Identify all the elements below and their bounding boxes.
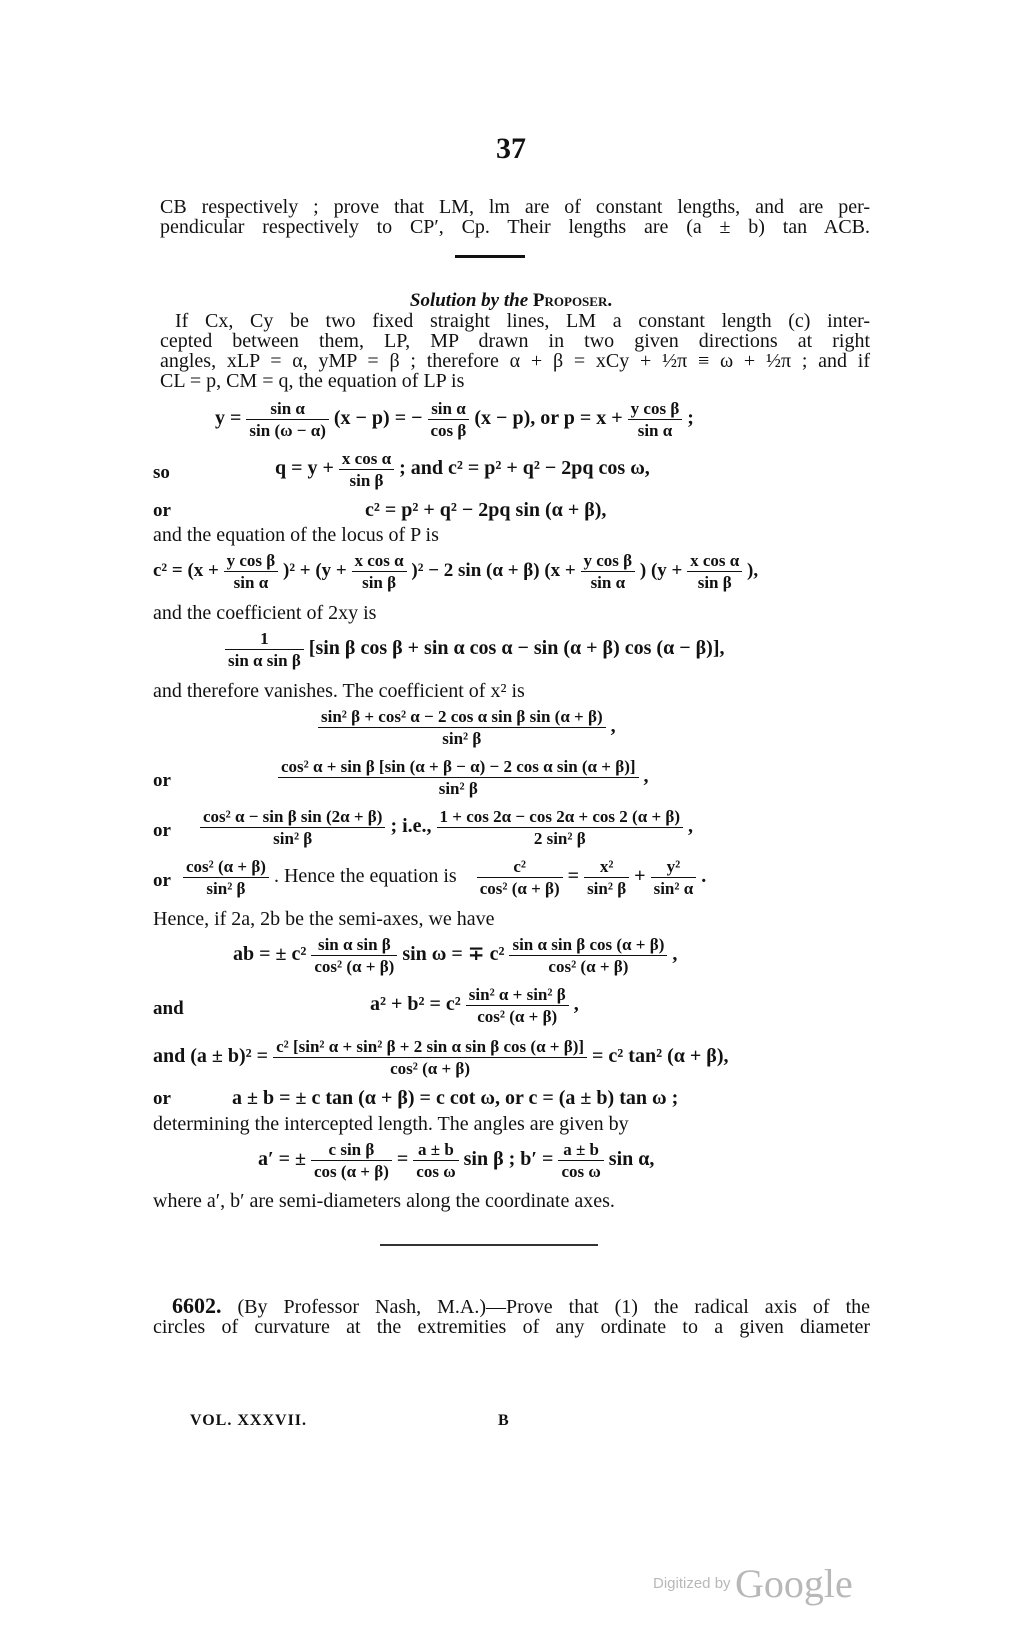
watermark-brand: Google bbox=[735, 1561, 853, 1606]
equation-ellipse: $\frac{\text{cos² (α + β)}}{\text{sin² β}}$ . Hence the equation is $\frac{\text{c²}}{\text{cos² (α + β)}}$ = $\frac{\text{x²}}{\text{sin² β}}$ + $\frac{\text{y²}}{\text{sin² α}}$ . bbox=[183, 856, 706, 899]
eq2-word: so bbox=[153, 462, 170, 483]
solution-header bbox=[0, 290, 1022, 312]
eq9-fraction-4: $\frac{\text{y²}}{\text{sin² α}}$ bbox=[651, 856, 697, 899]
eq12-fraction: $\frac{\text{c² [sin² α + sin² β + 2 sin α sin β cos (α + β)]}}{\text{cos² (α + β)}}$ bbox=[273, 1036, 587, 1079]
text-locus: and the equation of the locus of P is bbox=[153, 524, 439, 546]
section-rule bbox=[455, 255, 525, 258]
eq1-mid: (x − p) = − bbox=[333, 407, 423, 430]
paragraph-line-1: If Cx, Cy be two fixed straight lines, LM a constant length (c) inter- bbox=[175, 310, 870, 332]
eq9-fraction-1: $\frac{\text{cos² (α + β)}}{\text{sin² β}}$ bbox=[183, 856, 269, 899]
eq2-fraction: $\frac{\text{x cos α}}{\text{sin β}}$ bbox=[339, 448, 394, 491]
equation-semi-diameters: a′ = ± $\frac{\text{c sin β}}{\cos (\alpha + \beta)}$ = $\frac{a \pm b}{\text{cos ω}}$ sin β ; b′ = $\frac{a \pm b}{\text{cos ω}}$ sin α, bbox=[258, 1140, 655, 1181]
equation-sum-squares: a² + b² = c² $\frac{\text{sin² α + sin² β}}{\text{cos² (α + β)}}$ , bbox=[370, 985, 579, 1026]
equation-q: q = y + $\frac{\text{x cos α}}{\text{sin β}}$ ; and c² = p² + q² − 2pq cos ω, bbox=[275, 449, 650, 490]
problem-line-1 bbox=[172, 1295, 870, 1318]
eq8-word: or bbox=[153, 820, 171, 841]
paragraph-line-4: CL = p, CM = q, the equation of LP is bbox=[160, 370, 465, 392]
problem-line-1-text: (By Professor Nash, M.A.)—Prove that (1) the radical axis of the bbox=[237, 1296, 871, 1318]
eq9-fraction-2: $\frac{\text{c²}}{\text{cos² (α + β)}}$ bbox=[477, 856, 563, 899]
intro-line-1: CB respectively ; prove that LM, lm are of constant lengths, and are per- bbox=[160, 196, 870, 218]
footer-volume: VOL. XXXVII. bbox=[190, 1412, 308, 1429]
equation-coefficient-x2-simplified: $\frac{\text{cos² α − sin β sin (2α + β)}}{\text{sin² β}}$ ; i.e., $\frac{1 + \cos 2\alpha - \cos 2\alpha + \cos 2 (\alpha + \beta)}{\text{2 sin² β}}$ , bbox=[200, 806, 693, 849]
eq8-fraction-2: $\frac{1 + \cos 2\alpha - \cos 2\alpha + \cos 2 (\alpha + \beta)}{\text{2 sin² β}}$ bbox=[437, 806, 683, 849]
eq14-fraction-3: $\frac{a \pm b}{\text{cos ω}}$ bbox=[558, 1139, 603, 1182]
eq9-fraction-3: $\frac{\text{x²}}{\text{sin² β}}$ bbox=[584, 856, 629, 899]
eq14-fraction-2: $\frac{a \pm b}{\text{cos ω}}$ bbox=[413, 1139, 458, 1182]
eq4-fraction-4: $\frac{\text{x cos α}}{\text{sin β}}$ bbox=[687, 550, 742, 593]
eq13-word: or bbox=[153, 1088, 171, 1109]
paragraph-line-3: angles, xLP = α, yMP = β ; therefore α + β = xCy + ½π ≡ ω + ½π ; and if bbox=[160, 350, 870, 372]
problem-line-2: circles of curvature at the extremities of any ordinate to a given diameter bbox=[153, 1316, 870, 1338]
eq10-fraction-1: $\frac{\text{sin α sin β}}{\text{cos² (α + β)}}$ bbox=[311, 934, 397, 977]
eq1-fraction-3: $\frac{\text{y cos β}}{\text{sin α}}$ bbox=[628, 398, 683, 441]
equation-coefficient-x2-alt: $\frac{\text{cos² α + sin β [sin (α + β − α) − 2 cos α sin (α + β)]}}{\text{sin² β}}$ , bbox=[278, 756, 649, 799]
equation-intercepted-length: a ± b = ± c tan (α + β) = c cot ω, or c = (a ± b) tan ω ; bbox=[232, 1087, 679, 1109]
eq1-fraction-2: $\frac{\text{sin α}}{\text{cos β}}$ bbox=[428, 398, 470, 441]
equation-ab: ab = ± c² $\frac{\text{sin α sin β}}{\text{cos² (α + β)}}$ sin ω = ∓ c² $\frac{\text{sin α sin β cos (α + β)}}{\text{cos² (α + β)}}$ , bbox=[233, 935, 678, 976]
eq6-fraction: $\frac{\text{sin² β + cos² α − 2 cos α sin β sin (α + β)}}{\text{sin² β}}$ bbox=[318, 706, 606, 749]
text-coefficient-xy: and the coefficient of 2xy is bbox=[153, 602, 377, 624]
equation-line-lp: y = $\frac{\text{sin α}}{\sin (\omega - \alpha)}$ (x − p) = − $\frac{\text{sin α}}{\text{cos β}}$ (x − p), or p = x + $\frac{\text{y cos β}}{\text{sin α}}$ ; bbox=[215, 399, 694, 440]
eq4-fraction-2: $\frac{\text{x cos α}}{\text{sin β}}$ bbox=[352, 550, 407, 593]
equation-c-squared: c² = p² + q² − 2pq sin (α + β), bbox=[365, 499, 607, 521]
equation-locus: c² = (x + $\frac{\text{y cos β}}{\text{sin α}}$ )² + (y + $\frac{\text{x cos α}}{\text{sin β}}$ )² − 2 sin (α + β) (x + $\frac{\text{y cos β}}{\text{sin α}}$ ) (y + $\frac{\text{x cos α}}{\text{sin β}}$ ), bbox=[153, 551, 759, 592]
eq8-fraction-1: $\frac{\text{cos² α − sin β sin (2α + β)}}{\text{sin² β}}$ bbox=[200, 806, 385, 849]
equation-sum-difference-squared: and (a ± b)² = $\frac{\text{c² [sin² α + sin² β + 2 sin α sin β cos (α + β)]}}{\text{cos² (α + β)}}$ = c² tan² (α + β), bbox=[153, 1037, 729, 1078]
eq11-fraction: $\frac{\text{sin² α + sin² β}}{\text{cos² (α + β)}}$ bbox=[466, 984, 569, 1027]
footer-signature: B bbox=[498, 1412, 510, 1429]
eq9-word: or bbox=[153, 870, 171, 891]
solution-header-name: Proposer. bbox=[532, 290, 613, 311]
eq1-mid-2: (x − p), or p = x + bbox=[474, 407, 623, 430]
eq1-fraction-1: $\frac{\text{sin α}}{\sin (\omega - \alpha)}$ bbox=[246, 398, 328, 441]
digitized-watermark bbox=[653, 1560, 853, 1607]
paragraph-line-2: cepted between them, LP, MP drawn in two given directions at right bbox=[160, 330, 870, 352]
eq7-fraction: $\frac{\text{cos² α + sin β [sin (α + β − α) − 2 cos α sin (α + β)]}}{\text{sin² β}}$ bbox=[278, 756, 639, 799]
watermark-prefix: Digitized by bbox=[653, 1575, 731, 1592]
text-determining: determining the intercepted length. The angles are given by bbox=[153, 1113, 629, 1135]
eq4-fraction-1: $\frac{\text{y cos β}}{\text{sin α}}$ bbox=[224, 550, 279, 593]
text-semi-axes: Hence, if 2a, 2b be the semi-axes, we have bbox=[153, 908, 495, 930]
eq5-fraction: $\frac{1}{\text{sin α sin β}}$ bbox=[225, 628, 304, 671]
text-vanishes: and therefore vanishes. The coefficient of x² is bbox=[153, 680, 525, 702]
equation-coefficient-x2: $\frac{\text{sin² β + cos² α − 2 cos α sin β sin (α + β)}}{\text{sin² β}}$ , bbox=[318, 706, 616, 749]
page-number: 37 bbox=[496, 132, 526, 165]
section-divider bbox=[380, 1244, 598, 1246]
eq3-word: or bbox=[153, 500, 171, 521]
eq10-fraction-2: $\frac{\text{sin α sin β cos (α + β)}}{\text{cos² (α + β)}}$ bbox=[509, 934, 667, 977]
intro-line-2: pendicular respectively to CP′, Cp. Their lengths are (a ± b) tan ACB. bbox=[160, 216, 870, 238]
eq7-word: or bbox=[153, 770, 171, 791]
eq11-word: and bbox=[153, 998, 184, 1019]
problem-number: 6602. bbox=[172, 1293, 222, 1318]
eq1-lhs: y = bbox=[215, 407, 242, 430]
solution-header-prefix: Solution by the bbox=[409, 290, 529, 311]
text-where: where a′, b′ are semi-diameters along the coordinate axes. bbox=[153, 1190, 615, 1212]
eq4-fraction-3: $\frac{\text{y cos β}}{\text{sin α}}$ bbox=[581, 550, 636, 593]
eq14-fraction-1: $\frac{\text{c sin β}}{\cos (\alpha + \beta)}$ bbox=[311, 1139, 392, 1182]
equation-coefficient-xy: $\frac{1}{\text{sin α sin β}}$ [sin β cos β + sin α cos α − sin (α + β) cos (α − β)], bbox=[225, 628, 725, 671]
